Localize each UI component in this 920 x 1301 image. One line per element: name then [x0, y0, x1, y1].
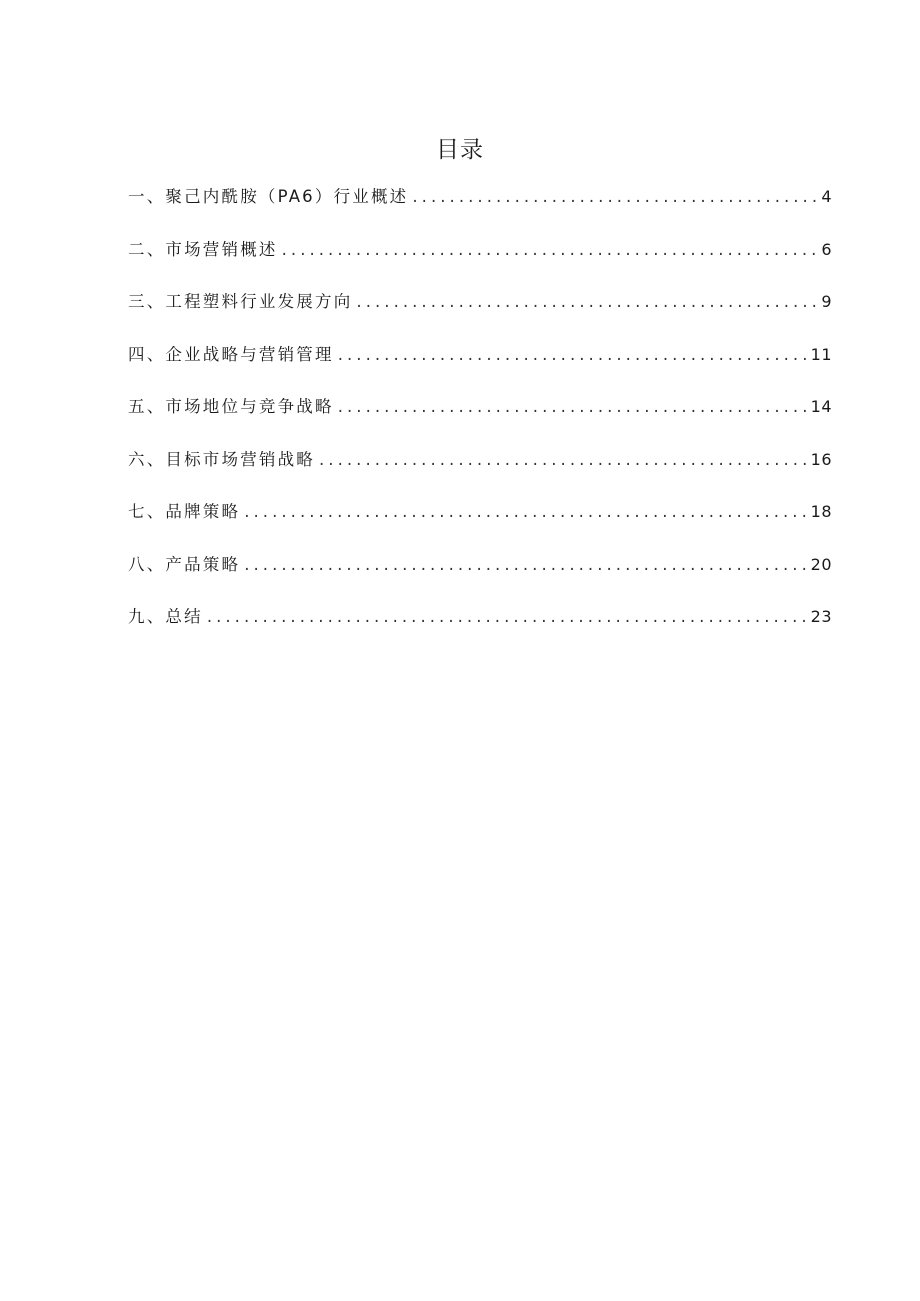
toc-entry-label: 三、工程塑料行业发展方向 [128, 292, 353, 311]
toc-entry-page: 14 [810, 397, 832, 416]
toc-entry-page: 16 [810, 449, 832, 469]
toc-entry[interactable] [128, 392, 832, 445]
toc-entry-label: 一、聚己内酰胺（PA6）行业概述 [128, 187, 409, 206]
toc-entry[interactable] [128, 287, 832, 340]
toc-entry[interactable] [128, 235, 832, 288]
toc-entry-page: 9 [821, 292, 832, 311]
toc-leader-dots [244, 497, 808, 527]
toc-entry-label: 二、市场营销概述 [128, 239, 278, 259]
toc-entry-label: 七、品牌策略 [128, 502, 241, 521]
toc-leader-dots [412, 182, 819, 212]
toc-entry-page: 23 [810, 607, 832, 626]
toc-entry-label: 五、市场地位与竞争战略 [128, 397, 334, 416]
toc-leader-dots [282, 235, 820, 265]
toc-leader-dots [244, 550, 808, 580]
toc-entry-label: 六、目标市场营销战略 [128, 449, 315, 469]
toc-entry-label: 九、总结 [128, 607, 203, 626]
toc-entry-page: 20 [810, 554, 832, 574]
toc-leader-dots [207, 602, 809, 632]
toc-entry-label: 八、产品策略 [128, 554, 241, 574]
toc-entry[interactable] [128, 550, 832, 603]
toc-leader-dots [338, 392, 809, 422]
toc-entry[interactable] [128, 497, 832, 550]
toc-title: 目录 [436, 137, 484, 164]
toc-entry[interactable] [128, 340, 832, 393]
toc-entry[interactable] [128, 182, 832, 235]
toc-entry-page: 18 [810, 502, 832, 521]
toc-entry-page: 4 [821, 187, 832, 206]
toc-entry[interactable] [128, 602, 832, 655]
toc-entry-page: 11 [810, 344, 832, 364]
toc-list [128, 182, 832, 655]
toc-entry[interactable] [128, 445, 832, 498]
toc-leader-dots [319, 445, 809, 475]
toc-leader-dots [338, 340, 809, 370]
toc-leader-dots [356, 287, 819, 317]
toc-entry-label: 四、企业战略与营销管理 [128, 344, 334, 364]
toc-entry-page: 6 [821, 239, 832, 259]
